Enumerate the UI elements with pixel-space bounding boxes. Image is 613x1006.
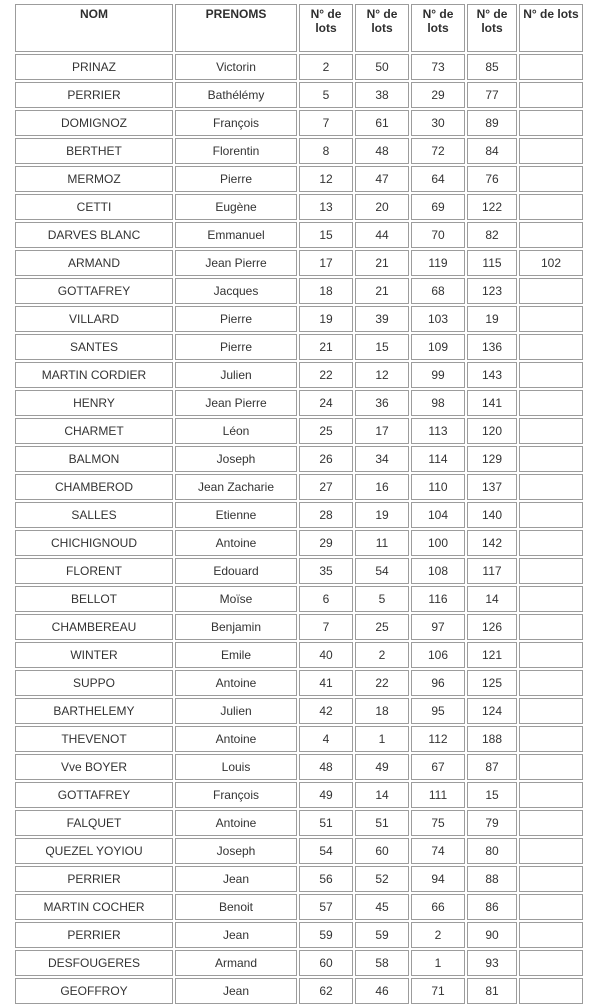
cell-prenoms: Louis <box>175 754 297 780</box>
cell-nom: GOTTAFREY <box>15 278 173 304</box>
cell-nom: DARVES BLANC <box>15 222 173 248</box>
cell-lot-2: 50 <box>355 54 409 80</box>
table-row <box>15 810 583 836</box>
table-row <box>15 82 583 108</box>
cell-nom: SUPPO <box>15 670 173 696</box>
cell-lot-5 <box>519 166 583 192</box>
cell-lot-2: 59 <box>355 922 409 948</box>
cell-lot-2: 15 <box>355 334 409 360</box>
cell-lot-3: 69 <box>411 194 465 220</box>
cell-nom: MARTIN CORDIER <box>15 362 173 388</box>
cell-lot-5 <box>519 362 583 388</box>
cell-lot-5 <box>519 334 583 360</box>
cell-nom: Vve BOYER <box>15 754 173 780</box>
cell-prenoms: Julien <box>175 362 297 388</box>
cell-lot-5 <box>519 446 583 472</box>
cell-lot-4: 15 <box>467 782 517 808</box>
cell-lot-1: 54 <box>299 838 353 864</box>
cell-lot-1: 62 <box>299 978 353 1004</box>
cell-lot-2: 21 <box>355 278 409 304</box>
cell-lot-2: 48 <box>355 138 409 164</box>
cell-lot-3: 110 <box>411 474 465 500</box>
cell-lot-3: 104 <box>411 502 465 528</box>
cell-lot-4: 90 <box>467 922 517 948</box>
cell-lot-2: 60 <box>355 838 409 864</box>
cell-nom: MARTIN COCHER <box>15 894 173 920</box>
cell-lot-4: 143 <box>467 362 517 388</box>
cell-lot-1: 8 <box>299 138 353 164</box>
cell-lot-1: 40 <box>299 642 353 668</box>
cell-nom: DESFOUGERES <box>15 950 173 976</box>
cell-lot-1: 56 <box>299 866 353 892</box>
cell-lot-2: 11 <box>355 530 409 556</box>
cell-lot-1: 7 <box>299 110 353 136</box>
cell-lot-3: 75 <box>411 810 465 836</box>
cell-lot-3: 114 <box>411 446 465 472</box>
cell-nom: FALQUET <box>15 810 173 836</box>
cell-lot-2: 2 <box>355 642 409 668</box>
cell-lot-4: 89 <box>467 110 517 136</box>
cell-lot-1: 59 <box>299 922 353 948</box>
cell-lot-4: 140 <box>467 502 517 528</box>
cell-prenoms: Jean Pierre <box>175 250 297 276</box>
cell-lot-5 <box>519 222 583 248</box>
cell-lot-2: 51 <box>355 810 409 836</box>
cell-lot-3: 100 <box>411 530 465 556</box>
table-row <box>15 754 583 780</box>
cell-lot-1: 57 <box>299 894 353 920</box>
table-row <box>15 978 583 1004</box>
cell-lot-1: 15 <box>299 222 353 248</box>
cell-nom: BALMON <box>15 446 173 472</box>
cell-prenoms: Pierre <box>175 166 297 192</box>
table-row <box>15 474 583 500</box>
cell-nom: VILLARD <box>15 306 173 332</box>
cell-lot-5 <box>519 642 583 668</box>
cell-lot-2: 18 <box>355 698 409 724</box>
cell-lot-1: 41 <box>299 670 353 696</box>
cell-lot-3: 2 <box>411 922 465 948</box>
table-row <box>15 194 583 220</box>
cell-nom: QUEZEL YOYIOU <box>15 838 173 864</box>
table-row <box>15 362 583 388</box>
cell-lot-3: 73 <box>411 54 465 80</box>
cell-lot-2: 46 <box>355 978 409 1004</box>
table-body <box>15 54 583 1004</box>
cell-lot-3: 66 <box>411 894 465 920</box>
cell-lot-3: 112 <box>411 726 465 752</box>
cell-lot-5 <box>519 670 583 696</box>
cell-nom: CHICHIGNOUD <box>15 530 173 556</box>
cell-nom: ARMAND <box>15 250 173 276</box>
table-row <box>15 614 583 640</box>
cell-lot-3: 94 <box>411 866 465 892</box>
table-row <box>15 334 583 360</box>
cell-lot-4: 80 <box>467 838 517 864</box>
cell-lot-2: 39 <box>355 306 409 332</box>
cell-prenoms: Jacques <box>175 278 297 304</box>
table-row <box>15 642 583 668</box>
cell-lot-4: 19 <box>467 306 517 332</box>
cell-prenoms: Joseph <box>175 446 297 472</box>
cell-lot-1: 35 <box>299 558 353 584</box>
cell-lot-5 <box>519 474 583 500</box>
cell-lot-4: 82 <box>467 222 517 248</box>
cell-prenoms: Armand <box>175 950 297 976</box>
cell-lot-5 <box>519 866 583 892</box>
header-lot-2: N° de lots <box>355 4 409 52</box>
cell-nom: FLORENT <box>15 558 173 584</box>
cell-lot-2: 44 <box>355 222 409 248</box>
cell-prenoms: Antoine <box>175 670 297 696</box>
cell-lot-1: 27 <box>299 474 353 500</box>
table-row <box>15 110 583 136</box>
cell-prenoms: Antoine <box>175 726 297 752</box>
table-row <box>15 222 583 248</box>
cell-lot-2: 34 <box>355 446 409 472</box>
cell-nom: MERMOZ <box>15 166 173 192</box>
cell-lot-2: 5 <box>355 586 409 612</box>
cell-lot-5 <box>519 502 583 528</box>
cell-lot-2: 58 <box>355 950 409 976</box>
cell-lot-5 <box>519 110 583 136</box>
cell-lot-1: 13 <box>299 194 353 220</box>
lots-table <box>13 2 585 1006</box>
cell-nom: SANTES <box>15 334 173 360</box>
cell-lot-4: 76 <box>467 166 517 192</box>
cell-lot-3: 96 <box>411 670 465 696</box>
header-row <box>15 4 583 52</box>
table-row <box>15 418 583 444</box>
table-row <box>15 166 583 192</box>
header-lot-5: N° de lots <box>519 4 583 52</box>
cell-prenoms: Léon <box>175 418 297 444</box>
table-row <box>15 530 583 556</box>
cell-lot-2: 49 <box>355 754 409 780</box>
cell-nom: CETTI <box>15 194 173 220</box>
cell-lot-2: 20 <box>355 194 409 220</box>
cell-lot-5: 102 <box>519 250 583 276</box>
cell-lot-5 <box>519 586 583 612</box>
header-nom: NOM <box>15 4 173 52</box>
header-lot-4: N° de lots <box>467 4 517 52</box>
cell-lot-5 <box>519 306 583 332</box>
cell-lot-1: 18 <box>299 278 353 304</box>
cell-lot-3: 68 <box>411 278 465 304</box>
cell-lot-4: 122 <box>467 194 517 220</box>
cell-lot-4: 126 <box>467 614 517 640</box>
cell-prenoms: Emile <box>175 642 297 668</box>
cell-lot-3: 99 <box>411 362 465 388</box>
table-row <box>15 782 583 808</box>
cell-nom: PRINAZ <box>15 54 173 80</box>
cell-lot-4: 79 <box>467 810 517 836</box>
cell-lot-4: 129 <box>467 446 517 472</box>
cell-nom: GOTTAFREY <box>15 782 173 808</box>
cell-nom: GEOFFROY <box>15 978 173 1004</box>
cell-prenoms: Benoit <box>175 894 297 920</box>
cell-lot-2: 16 <box>355 474 409 500</box>
cell-lot-3: 106 <box>411 642 465 668</box>
cell-prenoms: Pierre <box>175 334 297 360</box>
cell-nom: CHAMBEREAU <box>15 614 173 640</box>
cell-lot-4: 142 <box>467 530 517 556</box>
cell-prenoms: Joseph <box>175 838 297 864</box>
cell-lot-3: 1 <box>411 950 465 976</box>
cell-lot-5 <box>519 978 583 1004</box>
cell-lot-5 <box>519 810 583 836</box>
cell-lot-5 <box>519 922 583 948</box>
cell-lot-2: 22 <box>355 670 409 696</box>
cell-lot-4: 141 <box>467 390 517 416</box>
cell-lot-3: 119 <box>411 250 465 276</box>
cell-lot-2: 54 <box>355 558 409 584</box>
cell-lot-5 <box>519 194 583 220</box>
cell-lot-4: 125 <box>467 670 517 696</box>
cell-lot-2: 12 <box>355 362 409 388</box>
cell-prenoms: François <box>175 782 297 808</box>
cell-lot-1: 4 <box>299 726 353 752</box>
cell-lot-1: 51 <box>299 810 353 836</box>
table-row <box>15 838 583 864</box>
cell-lot-2: 14 <box>355 782 409 808</box>
cell-nom: CHARMET <box>15 418 173 444</box>
cell-lot-2: 38 <box>355 82 409 108</box>
cell-lot-4: 137 <box>467 474 517 500</box>
cell-nom: HENRY <box>15 390 173 416</box>
cell-lot-1: 42 <box>299 698 353 724</box>
cell-lot-1: 25 <box>299 418 353 444</box>
cell-prenoms: Jean Pierre <box>175 390 297 416</box>
table-row <box>15 558 583 584</box>
cell-prenoms: Jean Zacharie <box>175 474 297 500</box>
cell-nom: PERRIER <box>15 866 173 892</box>
cell-nom: BELLOT <box>15 586 173 612</box>
cell-prenoms: Victorin <box>175 54 297 80</box>
cell-lot-4: 136 <box>467 334 517 360</box>
table-row <box>15 950 583 976</box>
cell-lot-4: 84 <box>467 138 517 164</box>
cell-nom: BARTHELEMY <box>15 698 173 724</box>
cell-lot-1: 26 <box>299 446 353 472</box>
cell-lot-1: 21 <box>299 334 353 360</box>
table-row <box>15 698 583 724</box>
cell-lot-3: 71 <box>411 978 465 1004</box>
cell-lot-2: 25 <box>355 614 409 640</box>
cell-prenoms: Emmanuel <box>175 222 297 248</box>
header-lot-1: N° de lots <box>299 4 353 52</box>
cell-lot-5 <box>519 614 583 640</box>
cell-lot-5 <box>519 838 583 864</box>
cell-prenoms: Pierre <box>175 306 297 332</box>
cell-lot-3: 70 <box>411 222 465 248</box>
cell-nom: CHAMBEROD <box>15 474 173 500</box>
cell-lot-1: 28 <box>299 502 353 528</box>
cell-lot-3: 29 <box>411 82 465 108</box>
cell-nom: BERTHET <box>15 138 173 164</box>
cell-lot-2: 52 <box>355 866 409 892</box>
cell-lot-1: 12 <box>299 166 353 192</box>
table-row <box>15 894 583 920</box>
table-row <box>15 586 583 612</box>
cell-lot-5 <box>519 698 583 724</box>
table-row <box>15 278 583 304</box>
cell-lot-5 <box>519 726 583 752</box>
cell-lot-5 <box>519 530 583 556</box>
table-row <box>15 726 583 752</box>
cell-lot-5 <box>519 418 583 444</box>
cell-lot-1: 7 <box>299 614 353 640</box>
cell-prenoms: Jean <box>175 978 297 1004</box>
cell-lot-5 <box>519 950 583 976</box>
table-row <box>15 446 583 472</box>
cell-lot-5 <box>519 782 583 808</box>
cell-lot-4: 14 <box>467 586 517 612</box>
cell-lot-4: 85 <box>467 54 517 80</box>
cell-lot-3: 74 <box>411 838 465 864</box>
cell-prenoms: Jean <box>175 922 297 948</box>
cell-prenoms: Eugène <box>175 194 297 220</box>
cell-lot-5 <box>519 278 583 304</box>
cell-lot-2: 19 <box>355 502 409 528</box>
cell-lot-3: 111 <box>411 782 465 808</box>
cell-lot-2: 1 <box>355 726 409 752</box>
header-prenoms: PRENOMS <box>175 4 297 52</box>
cell-lot-1: 2 <box>299 54 353 80</box>
cell-lot-3: 113 <box>411 418 465 444</box>
cell-lot-4: 88 <box>467 866 517 892</box>
cell-nom: WINTER <box>15 642 173 668</box>
cell-lot-5 <box>519 390 583 416</box>
cell-lot-5 <box>519 138 583 164</box>
cell-lot-4: 87 <box>467 754 517 780</box>
cell-prenoms: François <box>175 110 297 136</box>
table-row <box>15 138 583 164</box>
cell-lot-1: 5 <box>299 82 353 108</box>
cell-lot-2: 45 <box>355 894 409 920</box>
cell-lot-4: 86 <box>467 894 517 920</box>
cell-prenoms: Edouard <box>175 558 297 584</box>
cell-lot-5 <box>519 54 583 80</box>
cell-lot-5 <box>519 754 583 780</box>
cell-lot-4: 123 <box>467 278 517 304</box>
cell-lot-4: 81 <box>467 978 517 1004</box>
cell-prenoms: Florentin <box>175 138 297 164</box>
cell-lot-4: 117 <box>467 558 517 584</box>
cell-nom: DOMIGNOZ <box>15 110 173 136</box>
cell-prenoms: Etienne <box>175 502 297 528</box>
cell-prenoms: Benjamin <box>175 614 297 640</box>
table-row <box>15 866 583 892</box>
table-row <box>15 922 583 948</box>
cell-nom: THEVENOT <box>15 726 173 752</box>
cell-nom: PERRIER <box>15 922 173 948</box>
cell-lot-1: 6 <box>299 586 353 612</box>
cell-lot-3: 109 <box>411 334 465 360</box>
cell-lot-1: 17 <box>299 250 353 276</box>
cell-lot-4: 121 <box>467 642 517 668</box>
cell-lot-1: 49 <box>299 782 353 808</box>
cell-lot-5 <box>519 82 583 108</box>
cell-lot-1: 60 <box>299 950 353 976</box>
header-lot-3: N° de lots <box>411 4 465 52</box>
cell-nom: SALLES <box>15 502 173 528</box>
cell-lot-2: 61 <box>355 110 409 136</box>
cell-lot-4: 77 <box>467 82 517 108</box>
cell-lot-1: 29 <box>299 530 353 556</box>
table-row <box>15 502 583 528</box>
cell-lot-1: 19 <box>299 306 353 332</box>
cell-lot-2: 36 <box>355 390 409 416</box>
cell-lot-3: 95 <box>411 698 465 724</box>
table-row <box>15 306 583 332</box>
cell-lot-1: 22 <box>299 362 353 388</box>
cell-prenoms: Antoine <box>175 530 297 556</box>
table-row <box>15 390 583 416</box>
cell-lot-1: 48 <box>299 754 353 780</box>
cell-lot-1: 24 <box>299 390 353 416</box>
cell-lot-4: 120 <box>467 418 517 444</box>
cell-lot-2: 17 <box>355 418 409 444</box>
cell-lot-4: 188 <box>467 726 517 752</box>
cell-lot-5 <box>519 558 583 584</box>
cell-lot-3: 30 <box>411 110 465 136</box>
cell-prenoms: Bathélémy <box>175 82 297 108</box>
table-row <box>15 250 583 276</box>
cell-lot-3: 67 <box>411 754 465 780</box>
cell-prenoms: Antoine <box>175 810 297 836</box>
cell-lot-4: 124 <box>467 698 517 724</box>
cell-lot-3: 108 <box>411 558 465 584</box>
cell-prenoms: Julien <box>175 698 297 724</box>
cell-lot-3: 103 <box>411 306 465 332</box>
cell-lot-3: 116 <box>411 586 465 612</box>
cell-lot-4: 93 <box>467 950 517 976</box>
cell-lot-5 <box>519 894 583 920</box>
cell-prenoms: Jean <box>175 866 297 892</box>
cell-lot-4: 115 <box>467 250 517 276</box>
table-row <box>15 54 583 80</box>
table-row <box>15 670 583 696</box>
cell-lot-3: 72 <box>411 138 465 164</box>
cell-lot-3: 97 <box>411 614 465 640</box>
cell-nom: PERRIER <box>15 82 173 108</box>
cell-lot-3: 98 <box>411 390 465 416</box>
cell-lot-3: 64 <box>411 166 465 192</box>
cell-lot-2: 21 <box>355 250 409 276</box>
cell-lot-2: 47 <box>355 166 409 192</box>
cell-prenoms: Moïse <box>175 586 297 612</box>
